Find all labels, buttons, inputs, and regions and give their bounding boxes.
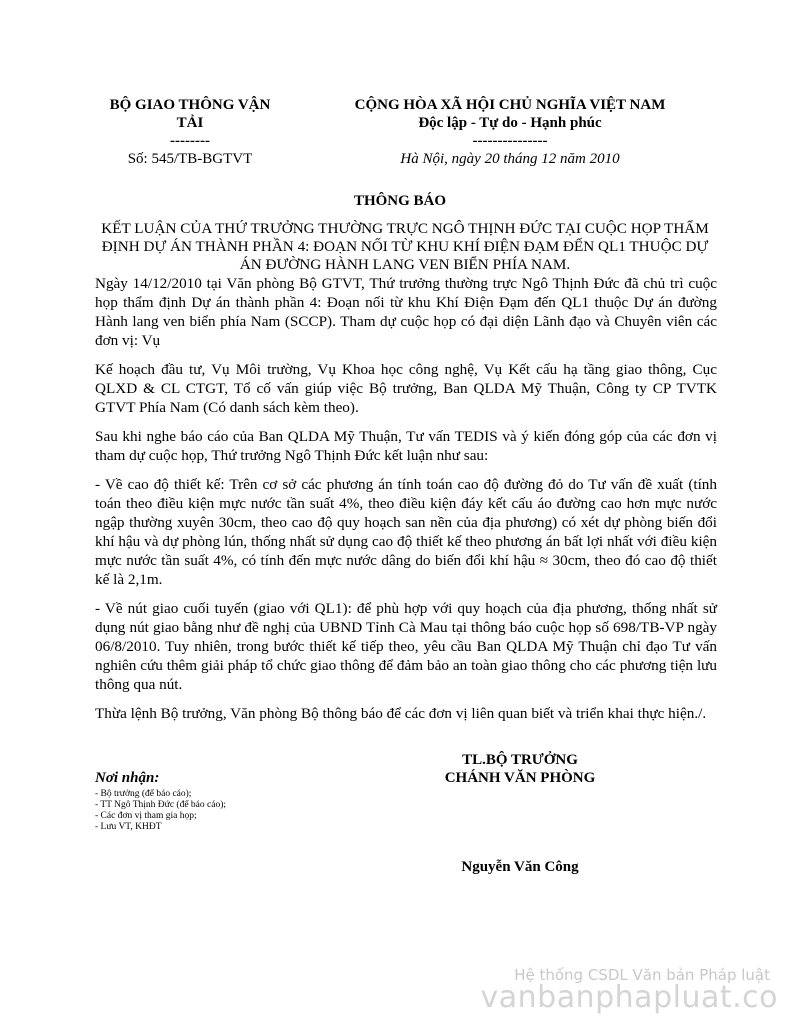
signature-title-line1: TL.BỘ TRƯỞNG [462,752,578,768]
recipients-title: Nơi nhận: [95,770,160,786]
signature-block [400,751,640,787]
place-date: Hà Nội, ngày 20 tháng 12 năm 2010 [400,151,620,167]
body-paragraph: Ngày 14/12/2010 tại Văn phòng Bộ GTVT, Thứ trưởng thường trực Ngô Thịnh Đức đã chủ trì cuộc họp thẩm định Dự án thành phần 4: Đoạn nối từ khu Khí Điện Đạm đến QL1 thuộc Dự án đường Hành lang ven biển phía Nam (SCCP). Tham dự cuộc họp có đại diện Lãnh đạo và Chuyên viên các đơn vị: Vụ [95,275,717,349]
recipient-item: - Lưu VT, KHĐT [95,822,162,832]
body-paragraph: Thừa lệnh Bộ trưởng, Văn phòng Bộ thông báo để các đơn vị liên quan biết và triển khai thực hiện./. [95,705,707,722]
body-paragraph: - Về nút giao cuối tuyến (giao với QL1): để phù hợp với quy hoạch của địa phương, thống nhất sử dụng nút giao bằng như đề nghị của UBND Tỉnh Cà Mau tại thông báo cuộc họp số 698/TB-VP ngày 06/8/2010. Tuy nhiên, trong bước thiết kế tiếp theo, yêu cầu Ban QLDA Mỹ Thuận chỉ đạo Tư vấn nghiên cứu thêm giải pháp tổ chức giao thông để đảm bảo an toàn giao thông cho các phương tiện lưu thông qua nút. [95,600,717,693]
document-subtitle: KẾT LUẬN CỦA THỨ TRƯỞNG THƯỜNG TRỰC NGÔ THỊNH ĐỨC TẠI CUỘC HỌP THẨM ĐỊNH DỰ ÁN THÀNH PHẦN 4: ĐOẠN NỐI TỪ KHU KHÍ ĐIỆN ĐẠM ĐẾN QL1 THUỘC DỰ ÁN ĐƯỜNG HÀNH LANG VEN BIỂN PHÍA NAM. [101,220,709,273]
document-body [95,274,717,733]
watermark-site: vanbanphapluat.co [480,980,778,1015]
ministry-name-line2: TẢI [176,115,204,131]
right-divider: --------------- [472,133,548,149]
ministry-name-line1: BỘ GIAO THÔNG VẬN [109,97,271,113]
body-paragraph: Sau khi nghe báo cáo của Ban QLDA Mỹ Thuận, Tư vấn TEDIS và ý kiến đóng góp của các đơn vị tham dự cuộc họp, Thứ trưởng Ngô Thịnh Đức kết luận như sau: [95,428,717,464]
signer-name: Nguyễn Văn Công [461,859,579,875]
document-number: Số: 545/TB-BGTVT [127,151,253,167]
body-paragraph: Kế hoạch đầu tư, Vụ Môi trường, Vụ Khoa học công nghệ, Vụ Kết cấu hạ tầng giao thông, Cục QLXD & CL CTGT, Tổ cố vấn giúp việc Bộ trưởng, Ban QLDA Mỹ Thuận, Công ty CP TVTK GTVT Phía Nam (Có danh sách kèm theo). [95,361,717,416]
document-title: THÔNG BÁO [353,193,447,209]
issuing-authority-block [80,96,300,168]
watermark-tagline: Hệ thống CSDL Văn bản Pháp luật [514,966,770,984]
national-header-block [300,96,720,168]
recipient-item: - Bộ trưởng (để báo cáo); [95,789,192,799]
nation-name: CỘNG HÒA XÃ HỘI CHỦ NGHĨA VIỆT NAM [354,97,666,113]
national-motto: Độc lập - Tự do - Hạnh phúc [418,115,602,131]
recipient-item: - TT Ngô Thịnh Đức (để báo cáo); [95,800,226,810]
body-paragraph: - Về cao độ thiết kế: Trên cơ sở các phương án tính toán cao độ đường đỏ do Tư vấn đề xuất (tính toán theo điều kiện mực nước tần suất 4%, theo điều kiện đáy kết cấu áo đường cao hơn mực nước ngập thường xuyên 30cm, theo cao độ quy hoạch san nền của địa phương) có xét dự phòng biến đổi khí hậu và dự phòng lún, thống nhất sử dụng cao độ thiết kế theo phương án bất lợi nhất với điều kiện mực nước tần suất 4%, có tính đến mực nước dâng do biến đổi khí hậu ≈ 30cm, theo đó cao độ thiết kế là 2,1m. [95,476,717,588]
left-divider: -------- [170,133,210,149]
recipients-block [95,770,355,833]
recipient-item: - Các đơn vị tham gia họp; [95,811,197,821]
signature-title-line2: CHÁNH VĂN PHÒNG [444,770,596,786]
